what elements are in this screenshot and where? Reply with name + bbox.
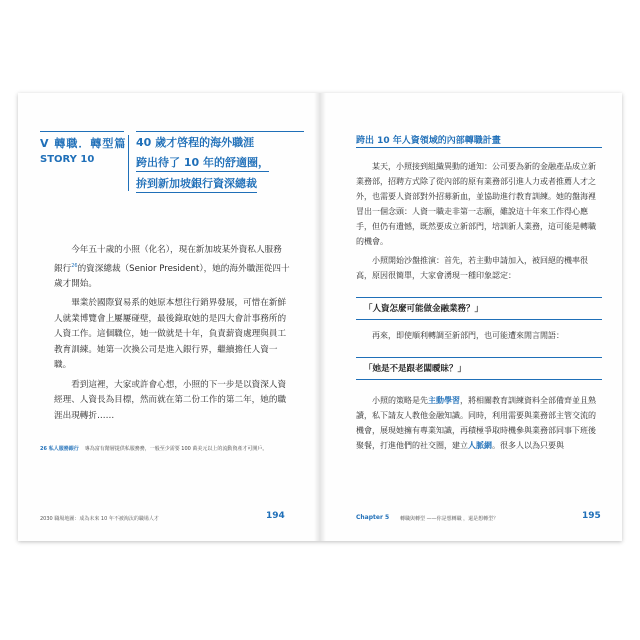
chapter-label: Chapter 5 <box>356 514 390 521</box>
heading-rule <box>356 147 602 148</box>
quote-rule <box>356 357 602 358</box>
paragraph <box>356 159 602 249</box>
book-spread <box>18 93 622 541</box>
quote-rule <box>356 379 602 380</box>
section-label: V 轉職．轉型篇 <box>40 137 127 150</box>
section-heading: 跨出 10 年人資領域的內部轉職計畫 <box>356 136 501 146</box>
quote-rule <box>356 319 602 320</box>
title-rule <box>136 131 304 132</box>
paragraph: 看到這裡，大家或許會心想，小照的下一步是以資深人資經理、人資長為目標，然而就在第二份工作的第二年，她的職涯出現轉折…… <box>54 379 287 421</box>
title-divider <box>128 135 129 191</box>
running-footer: 2030 職場地圖：成為未來 10 年不被淘汰的職場人才 <box>40 516 159 522</box>
paragraph <box>54 243 290 292</box>
paragraph: 畢業於國際貿易系的她原本想往行銷界發展，可惜在新鮮人就業博覽會上屢屢碰壁，最後錄取她的是四大會計事務所的人資工作。這個職位，她一做就是十年，負責薪資處理與員工教育訓練。她第一次換公司是進入銀行界，繼續擔任人資一職。 <box>54 298 287 371</box>
running-footer: 轉職與轉型 ——你是想轉職 ，還是想轉型？ <box>400 516 499 522</box>
book-gutter <box>314 93 326 541</box>
title-line-3: 拚到新加坡銀行資深總裁 <box>136 175 257 193</box>
highlight-term: 人脈網 <box>468 440 492 450</box>
quote-rule <box>356 297 602 298</box>
left-body <box>54 243 290 428</box>
footnote-label: 26 私人服務銀行 <box>40 446 79 452</box>
right-page <box>320 93 622 541</box>
paragraph-text: 小照開始沙盤推演：首先，若主動申請加入，被回絕的機率很高，原因很簡單，大家會湧現一種印象認定： <box>356 256 588 280</box>
pull-quote: 「她是不是跟老闆曖昧？」 <box>364 364 467 374</box>
section-rule <box>40 131 124 132</box>
paragraph-text: 的資深總裁（Senior President），她的海外職涯從四十歲才開始。 <box>54 263 290 289</box>
title-line-2: 跨出待了 10 年的舒適圈， <box>136 154 269 172</box>
text-run: 。很多人以為只要與 <box>492 441 564 450</box>
chapter-title <box>136 134 306 193</box>
paragraph-text: 某天，小照接到組織異動的通知：公司要為新的金融產品成立新業務部，招聘方式除了從內部的原有業務部引進人力或者推薦人才之外，也需要人資部對外招募新血，並協助進行教育訓練。她的盤海裡冒出一個念頭：人資一職走非第一志願，雖說這十年來工作得心應手，但仍有遺憾，既然要成立新部門，培訓新人業務，這可能是轉職的機會。 <box>356 162 596 246</box>
left-page <box>18 93 320 541</box>
text-run: ，將相關教育訓練資料全部備齊並且熟讀，私下請友人教他金融知識。同時，利用需要與業務部主管交流的機會，展現她擁有專業知識，再積極爭取時機參與業務部同事下班後聚餐，打進他們的社交圈，建立 <box>356 396 596 450</box>
paragraph-text: 再來，即使順利轉調至新部門，也可能遭來閒言閒語： <box>372 331 564 340</box>
paragraph <box>356 393 602 453</box>
page-number: 195 <box>582 511 601 521</box>
pull-quote: 「人資怎麼可能做金融業務？」 <box>364 304 484 314</box>
text-run: 小照的策略是先 <box>372 396 428 405</box>
title-line-1: 40 歲才啓程的海外職涯 <box>136 136 255 149</box>
paragraph <box>356 328 602 343</box>
story-label: STORY 10 <box>40 154 95 165</box>
footnote-text: 專為富有階層提供私服務務，一般至少需要 100 萬美元以上的流動資產才可開戶。 <box>84 446 268 452</box>
paragraph-text <box>356 393 602 453</box>
footnote-ref: 26 <box>71 262 78 269</box>
footnote <box>40 445 290 453</box>
page-number: 194 <box>266 511 285 521</box>
paragraph-text: 今年五十歲的小照（化名），現在新加坡某外資私人服務銀行 <box>54 245 282 274</box>
paragraph <box>356 253 602 283</box>
highlight-term: 主動學習 <box>428 395 460 405</box>
